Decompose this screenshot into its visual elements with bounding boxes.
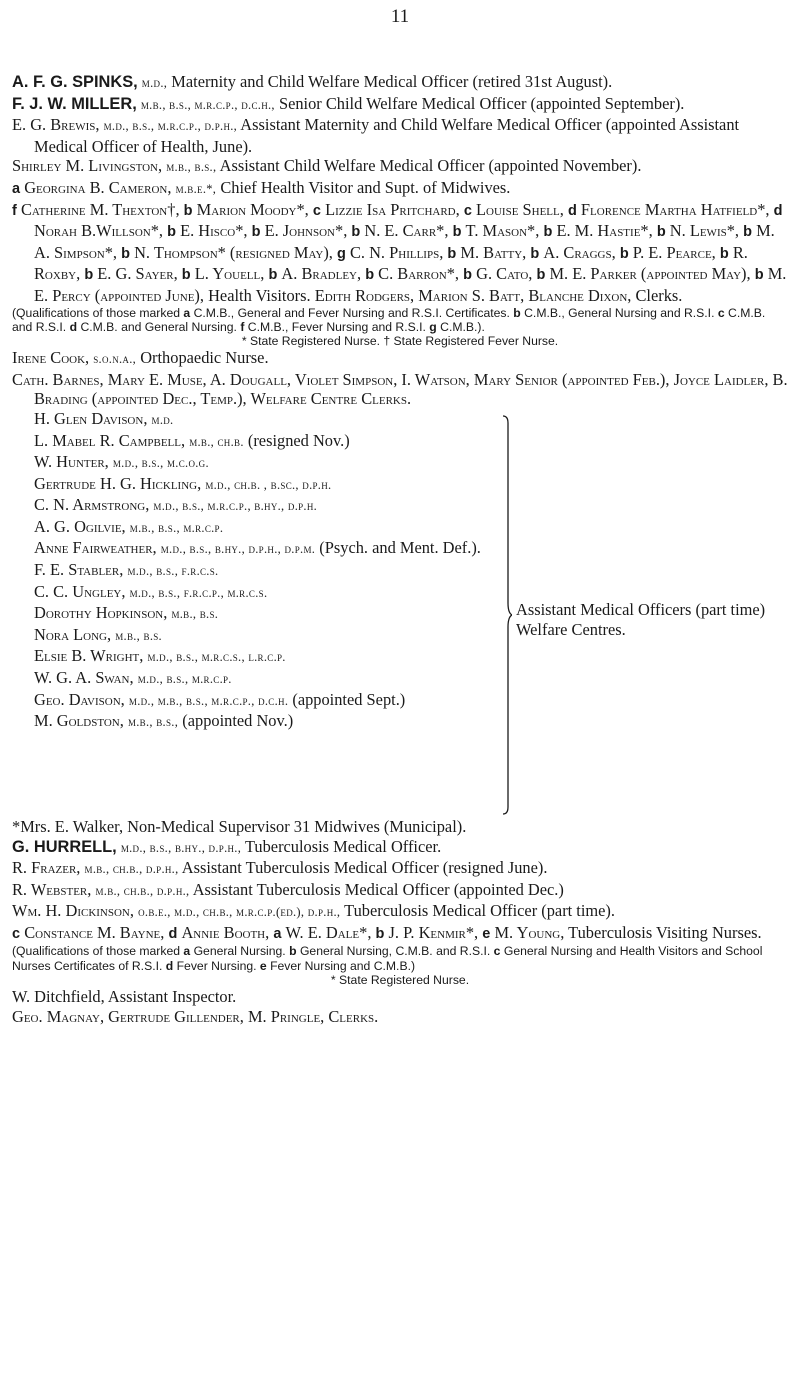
- staff-note: (appointed Sept.): [292, 689, 406, 709]
- qualification-text: C.M.B. and R.S.I.: [12, 305, 766, 334]
- qualification-letter: b: [513, 305, 521, 320]
- page-number: 11: [390, 6, 410, 27]
- qualification-letter: b: [543, 224, 553, 241]
- staff-note: (Psych. and Ment. Def.).: [319, 538, 481, 558]
- health-visitor-name: Florence Martha Hatfield*,: [580, 199, 770, 219]
- staff-name: Gertrude H. G. Hickling,: [34, 473, 202, 493]
- qualification-text: C.M.B., Fever Nursing and R.S.I.: [247, 319, 426, 334]
- qualification-letter: b: [530, 245, 540, 262]
- staff-list: [12, 72, 788, 1026]
- staff-degrees: m.d., b.s., b.hy., d.p.h.,: [120, 840, 242, 855]
- staff-name: H. Glen Davison,: [34, 408, 148, 428]
- qualification-letter: d: [69, 319, 78, 334]
- staff-degrees: m.d., b.s., b.hy., d.p.h., d.p.m.: [160, 542, 316, 557]
- staff-degrees: m.d., ch.b. , b.sc., d.p.h.: [205, 477, 332, 492]
- qualification-letter: a: [12, 180, 21, 197]
- qualification-letter: c: [12, 925, 21, 942]
- staff-name: A. F. G. SPINKS,: [12, 73, 138, 91]
- qualification-letter: b: [656, 224, 666, 241]
- assistant-officer-entry: [34, 603, 494, 625]
- health-visitor-name: M. E. Percy (appointed June),: [34, 264, 787, 305]
- assistant-officer-entry: [34, 452, 494, 474]
- qualification-letter: a: [273, 925, 282, 942]
- qualification-letter: d: [773, 202, 783, 219]
- health-visitor-name: Louise Shell,: [476, 199, 564, 219]
- assistant-officer-entry: [34, 560, 494, 582]
- staff-degrees: m.d.,: [141, 76, 168, 90]
- qualification-text: General Nursing and Health Visitors and School Nurses Certificates of R.S.I.: [12, 944, 763, 973]
- staff-role: Maternity and Child Welfare Medical Officer (retired 31st August).: [171, 72, 613, 91]
- staff-note: (appointed Nov.): [182, 711, 294, 731]
- qualification-letter: b: [754, 267, 764, 284]
- health-visitor-name: T. Mason*,: [465, 221, 540, 241]
- qualification-letter: b: [181, 267, 191, 284]
- qualification-letter: c: [312, 202, 321, 219]
- staff-name: Anne Fairweather,: [34, 538, 157, 558]
- staff-role: Senior Child Welfare Medical Officer (appointed September).: [278, 93, 685, 113]
- staff-name: Nora Long,: [34, 624, 112, 644]
- staff-name: F. E. Stabler,: [34, 560, 124, 580]
- staff-entry-spinks: [12, 72, 788, 94]
- qual-intro: (Qualifications of those marked: [12, 305, 180, 320]
- staff-entry-walker: *Mrs. E. Walker, Non-Medical Supervisor 31 Midwives (Municipal).: [12, 816, 467, 836]
- tb-nurses-tail: Tuberculosis Visiting Nurses.: [568, 922, 762, 942]
- assistant-officer-entry: [34, 690, 494, 712]
- qualification-letter: a: [183, 305, 191, 320]
- tb-nurse-name: J. P. Kenmir*,: [388, 922, 479, 942]
- qualification-letter: d: [168, 925, 178, 942]
- final-clerks: Geo. Magnay, Gertrude Gillender, M. Pringle, Clerks.: [12, 1006, 379, 1026]
- staff-degrees: m.b., b.s., m.r.c.p.: [129, 520, 224, 535]
- staff-degrees: m.b.e.*,: [175, 181, 217, 196]
- staff-entry-miller: [12, 94, 788, 116]
- staff-name: Elsie B. Wright,: [34, 646, 144, 666]
- health-visitor-name: E. Hisco*,: [180, 221, 248, 241]
- health-visitor-name: M. A. Simpson*,: [34, 221, 775, 262]
- staff-role: Assistant Maternity and Child Welfare Medical Officer (appointed Assistant Medical Officer of Health, June).: [34, 115, 740, 156]
- qualification-letter: b: [536, 267, 546, 284]
- qualification-letter: a: [183, 944, 191, 959]
- hv-clerks: Edith Rodgers, Marion S. Batt, Blanche Dixon,: [314, 285, 632, 305]
- staff-name: E. G. Brewis,: [12, 115, 100, 135]
- staff-entry-cook: [12, 348, 788, 370]
- qualification-letter: b: [743, 224, 752, 241]
- staff-name: W. Hunter,: [34, 452, 109, 472]
- health-visitor-name: M. E. Parker (appointed May),: [549, 264, 751, 284]
- qualification-letter: b: [183, 202, 193, 219]
- qualification-letter: b: [463, 267, 472, 284]
- staff-entry-livingston: [12, 156, 788, 178]
- health-visitor-name: A. Bradley,: [281, 264, 362, 284]
- qualification-text: Fever Nursing.: [176, 958, 257, 973]
- staff-name: Wm. H. Dickinson,: [12, 901, 134, 921]
- health-visitor-name: E. M. Hastie*,: [556, 221, 653, 241]
- qualifications-footnote-1: * State Registered Nurse. † State Registered Fever Nurse.: [241, 333, 559, 348]
- health-visitor-name: R. Roxby,: [34, 242, 748, 284]
- staff-name: L. Mabel R. Campbell,: [34, 430, 186, 450]
- assistant-officers-label: Assistant Medical Officers (part time) Welfare Centres.: [516, 599, 766, 639]
- qualification-letter: e: [482, 925, 491, 942]
- tb-nurse-name: Annie Booth,: [181, 922, 270, 942]
- staff-degrees: m.d., b.s., m.r.c.s., l.r.c.p.: [147, 650, 286, 665]
- staff-role: Assistant Child Welfare Medical Officer (appointed November).: [219, 156, 642, 176]
- staff-role: Assistant Tuberculosis Medical Officer (appointed Dec.): [192, 879, 564, 899]
- qual-intro: (Qualifications of those marked: [12, 944, 180, 959]
- health-visitor-name: E. Johnson*,: [264, 221, 348, 241]
- staff-name: C. C. Ungley,: [34, 581, 126, 601]
- staff-name: W. G. A. Swan,: [34, 668, 134, 688]
- assistant-officers-block: [12, 409, 788, 817]
- brace-bracket: [502, 415, 512, 815]
- health-visitor-name: G. Cato,: [476, 264, 533, 284]
- health-visitor-name: M. Batty,: [460, 242, 527, 262]
- qualification-letter: b: [251, 224, 261, 241]
- staff-name: Shirley M. Livingston,: [12, 156, 163, 176]
- qualification-letter: b: [167, 224, 176, 241]
- staff-note: (resigned Nov.): [247, 430, 350, 450]
- qualification-letter: b: [365, 267, 375, 284]
- qualifications-note-1: [12, 306, 788, 334]
- qualification-letter: g: [429, 319, 437, 334]
- qualification-letter: b: [84, 267, 94, 284]
- tb-nurses-list: [12, 923, 788, 945]
- tb-nurse-items: [12, 923, 568, 942]
- health-visitor-name: N. Thompson* (resigned May),: [134, 242, 333, 262]
- staff-degrees: m.b., b.s.,: [166, 160, 217, 175]
- assistant-officer-entry: [34, 409, 494, 431]
- hv-tail: Health Visitors.: [208, 285, 311, 305]
- staff-name: A. G. Ogilvie,: [34, 516, 126, 536]
- staff-entry-brewis: [12, 115, 788, 156]
- qualification-letter: b: [351, 224, 361, 241]
- qualification-letter: f: [12, 202, 17, 219]
- staff-name: Dorothy Hopkinson,: [34, 603, 168, 623]
- qualification-letter: c: [463, 202, 472, 219]
- staff-degrees: m.d., m.b., b.s., m.r.c.p., d.c.h.: [128, 693, 289, 708]
- qualification-text: General Nursing, C.M.B. and R.S.I.: [299, 944, 491, 959]
- health-visitor-name: L. Youell,: [194, 264, 265, 284]
- staff-degrees: m.d., b.s., m.r.c.p.: [137, 672, 232, 687]
- staff-role: Tuberculosis Medical Officer (part time).: [344, 901, 615, 921]
- staff-degrees: m.d.: [151, 412, 174, 427]
- staff-name: Irene Cook,: [12, 348, 90, 368]
- qualification-letter: c: [717, 305, 725, 320]
- staff-role: Chief Health Visitor and Supt. of Midwives.: [220, 177, 511, 197]
- health-visitor-name: E. G. Sayer,: [97, 264, 178, 284]
- qualification-letter: b: [452, 224, 462, 241]
- assistant-officer-entry: [34, 495, 494, 517]
- qualification-letter: d: [567, 202, 577, 219]
- assistant-officer-entry: [34, 517, 494, 539]
- staff-entry-ditchfield: W. Ditchfield, Assistant Inspector.: [12, 987, 237, 1007]
- qualification-letter: b: [619, 245, 629, 262]
- qualification-letter: b: [447, 245, 457, 262]
- qualification-letter: b: [121, 245, 130, 262]
- staff-degrees: m.b., b.s.: [171, 607, 219, 622]
- staff-name: G. HURRELL,: [12, 837, 117, 856]
- staff-entry-frazer: [12, 858, 788, 880]
- qualifications-footnote-2: * State Registered Nurse.: [330, 972, 470, 987]
- qualification-letter: b: [268, 267, 278, 284]
- staff-degrees: m.b., b.s.: [115, 628, 162, 643]
- health-visitors-list: [12, 200, 788, 306]
- qualification-letter: f: [240, 319, 245, 334]
- health-visitor-name: Marion Moody*,: [196, 199, 309, 219]
- staff-entry-hurrell: [12, 837, 788, 859]
- staff-role: Tuberculosis Medical Officer.: [244, 836, 442, 856]
- tb-nurse-name: M. Young,: [494, 922, 565, 942]
- qualification-letter: b: [375, 925, 385, 942]
- staff-name: R. Webster,: [12, 879, 92, 899]
- staff-entry-dickinson: [12, 901, 788, 923]
- assistant-officer-entry: [34, 538, 494, 560]
- staff-degrees: m.d., b.s., f.r.c.p., m.r.c.s.: [129, 585, 268, 600]
- staff-role: Assistant Tuberculosis Medical Officer (resigned June).: [181, 858, 548, 878]
- staff-degrees: m.d., b.s., m.r.c.p., d.p.h.,: [103, 119, 238, 134]
- staff-role: Orthopaedic Nurse.: [140, 348, 269, 368]
- assistant-officer-entry: [34, 582, 494, 604]
- qualification-letter: b: [289, 944, 297, 959]
- hv-clerks-label: Clerks.: [635, 285, 683, 305]
- staff-degrees: m.d., b.s., f.r.c.s.: [127, 564, 219, 579]
- health-visitor-name: C. N. Phillips,: [349, 242, 444, 262]
- staff-degrees: o.b.e., m.d., ch.b., m.r.c.p.(ed.), d.p.h.,: [138, 905, 341, 920]
- qualifications-note-2: [12, 944, 788, 972]
- staff-degrees: m.b., ch.b., d.p.h.,: [95, 883, 190, 898]
- staff-degrees: m.b., b.s.,: [127, 715, 179, 730]
- qualification-letter: d: [165, 958, 174, 973]
- staff-name: C. N. Armstrong,: [34, 495, 150, 515]
- health-visitor-name: A. Craggs,: [543, 242, 616, 262]
- qualification-text: C.M.B.).: [440, 319, 485, 334]
- staff-degrees: m.d., b.s., m.c.o.g.: [112, 456, 209, 471]
- health-visitor-name: C. Barron*,: [378, 264, 460, 284]
- staff-entry-cameron: [12, 178, 788, 200]
- qualification-text: General Nursing.: [193, 944, 286, 959]
- welfare-centre-clerks: Cath. Barnes, Mary E. Muse, A. Dougall, Violet Simpson, I. Watson, Mary Senior (appointed Feb.), Joyce Laidler, B. Brading (appointed Dec., Temp.), Welfare Centre Clerks.: [12, 369, 788, 409]
- health-visitor-name: P. E. Pearce,: [632, 242, 716, 262]
- tb-nurse-name: W. E. Dale*,: [285, 922, 372, 942]
- assistant-officers-list: [34, 409, 494, 733]
- assistant-officer-entry: [34, 625, 494, 647]
- staff-entry-webster: [12, 880, 788, 902]
- health-visitor-name: N. E. Carr*,: [364, 221, 449, 241]
- assistant-officer-entry: [34, 431, 494, 453]
- qualification-letter: c: [493, 944, 501, 959]
- qualification-letter: e: [259, 958, 267, 973]
- staff-name: Georgina B. Cameron,: [24, 177, 172, 197]
- qualification-text: C.M.B. and General Nursing.: [80, 319, 237, 334]
- qualification-text: C.M.B., General Nursing and R.S.I.: [524, 305, 715, 320]
- staff-name: Geo. Davison,: [34, 689, 125, 709]
- health-visitor-name: Norah B.Willson*,: [34, 221, 164, 241]
- staff-name: F. J. W. MILLER,: [12, 94, 137, 113]
- assistant-officer-entry: [34, 646, 494, 668]
- staff-name: M. Goldston,: [34, 711, 124, 731]
- staff-degrees: m.b., ch.b., d.p.h.,: [84, 862, 179, 877]
- health-visitor-name: Catherine M. Thexton†,: [20, 199, 180, 219]
- assistant-officer-entry: [34, 668, 494, 690]
- health-visitor-name: N. Lewis*,: [669, 221, 740, 241]
- staff-degrees: m.b., ch.b.: [189, 434, 244, 449]
- health-visitor-name: Lizzie Isa Pritchard,: [325, 199, 460, 219]
- staff-degrees: s.o.n.a.,: [93, 352, 137, 367]
- tb-nurse-name: Constance M. Bayne,: [24, 922, 165, 942]
- qualification-letter: g: [337, 245, 346, 262]
- assistant-officer-entry: [34, 474, 494, 496]
- staff-degrees: m.b., b.s., m.r.c.p., d.c.h.,: [140, 97, 275, 112]
- staff-degrees: m.d., b.s., m.r.c.p., b.hy., d.p.h.: [153, 499, 318, 514]
- assistant-officer-entry: [34, 711, 494, 733]
- qualification-text: C.M.B., General and Fever Nursing and R.S.I. Certificates.: [193, 305, 510, 320]
- staff-name: R. Frazer,: [12, 858, 81, 878]
- qualification-letter: b: [719, 245, 729, 262]
- qualification-text: Fever Nursing and C.M.B.): [270, 958, 416, 973]
